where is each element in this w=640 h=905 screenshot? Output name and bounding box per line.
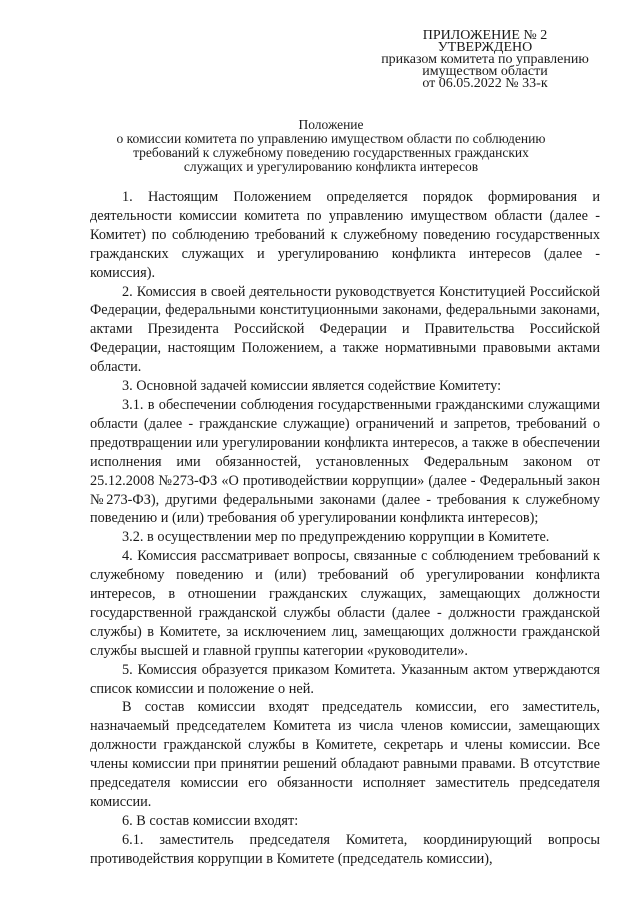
paragraph-3-1: 3.1. в обеспечении соблюдения государственными гражданскими служащими области (далее - гражданские служащие) ограничений и запретов, требований о предотвращении или урегулировании конфликта интересов, а также в обеспечении исполнения ими обязанностей, установленных Федеральным законом от 25.12.2008 №273-ФЗ «О противодействии коррупции» (далее - Федеральный закон №273-ФЗ), другими федеральными законами (далее - требования к служебному поведению и (или) требования об урегулировании конфликта интересов);	[90, 396, 600, 527]
appendix-number: ПРИЛОЖЕНИЕ № 2	[422, 28, 548, 43]
paragraph-6-1: 6.1. заместитель председателя Комитета, координирующий вопросы противодействия коррупции в Комитете (председатель комиссии),	[90, 831, 600, 867]
paragraph-3: 3. Основной задачей комиссии является содействие Комитету:	[122, 378, 502, 395]
title-heading: Положение	[298, 117, 364, 132]
order-issuer-line-2: имуществом области	[422, 64, 548, 79]
paragraph-6: 6. В состав комиссии входят:	[122, 812, 299, 829]
paragraph-4: 4. Комиссия рассматривает вопросы, связанные с соблюдением требований к служебному поведению и (или) требований об урегулировании конфликта интересов, в отношении гражданских служащих, замещающих должности государственной гражданской службы области (далее - должности гражданской службы) в Комитете, за исключением лиц, замещающих должности гражданской службы высшей и главной группы категории «руководители».	[90, 548, 600, 659]
paragraph-5: 5. Комиссия образуется приказом Комитета. Указанным актом утверждаются список комиссии и положение о ней.	[90, 661, 600, 697]
paragraph-2: 2. Комиссия в своей деятельности руководствуется Конституцией Российской Федерации, федеральными конституционными законами, федеральными законами, актами Президента Российской Федерации и Правительства Российской Федерации, настоящим Положением, а также нормативными правовыми актами области.	[90, 283, 600, 376]
order-date-number: от 06.05.2022 № 33-к	[422, 76, 548, 91]
paragraph-1: 1. Настоящим Положением определяется порядок формирования и деятельности комиссии комитета по управлению имуществом области (далее - Комитет) по соблюдению требований к служебному поведению государственных гражданских служащих и урегулированию конфликта интересов (далее - комиссия).	[90, 189, 600, 281]
document-title	[60, 118, 602, 174]
document-body	[90, 188, 600, 869]
paragraph-5-composition: В состав комиссии входят председатель комиссии, его заместитель, назначаемый председателем Комитета из числа членов комиссии, замещающих должности гражданской службы в Комитете, секретарь и члены комиссии. Все члены комиссии при принятии решений обладают равными правами. В отсутствие председателя комиссии его обязанности исполняет заместитель председателя комиссии.	[90, 699, 600, 810]
approved-label: УТВЕРЖДЕНО	[437, 40, 533, 55]
title-subject-line-2: требований к служебному поведению государственных гражданских	[133, 145, 529, 160]
title-subject-line-1: о комиссии комитета по управлению имуществом области по соблюдению	[116, 131, 546, 146]
paragraph-3-2: 3.2. в осуществлении мер по предупреждению коррупции в Комитете.	[122, 529, 550, 546]
approval-stamp-block	[360, 30, 610, 90]
order-issuer-line: приказом комитета по управлению	[381, 52, 589, 67]
title-subject-line-3: служащих и урегулированию конфликта интересов	[183, 159, 479, 174]
